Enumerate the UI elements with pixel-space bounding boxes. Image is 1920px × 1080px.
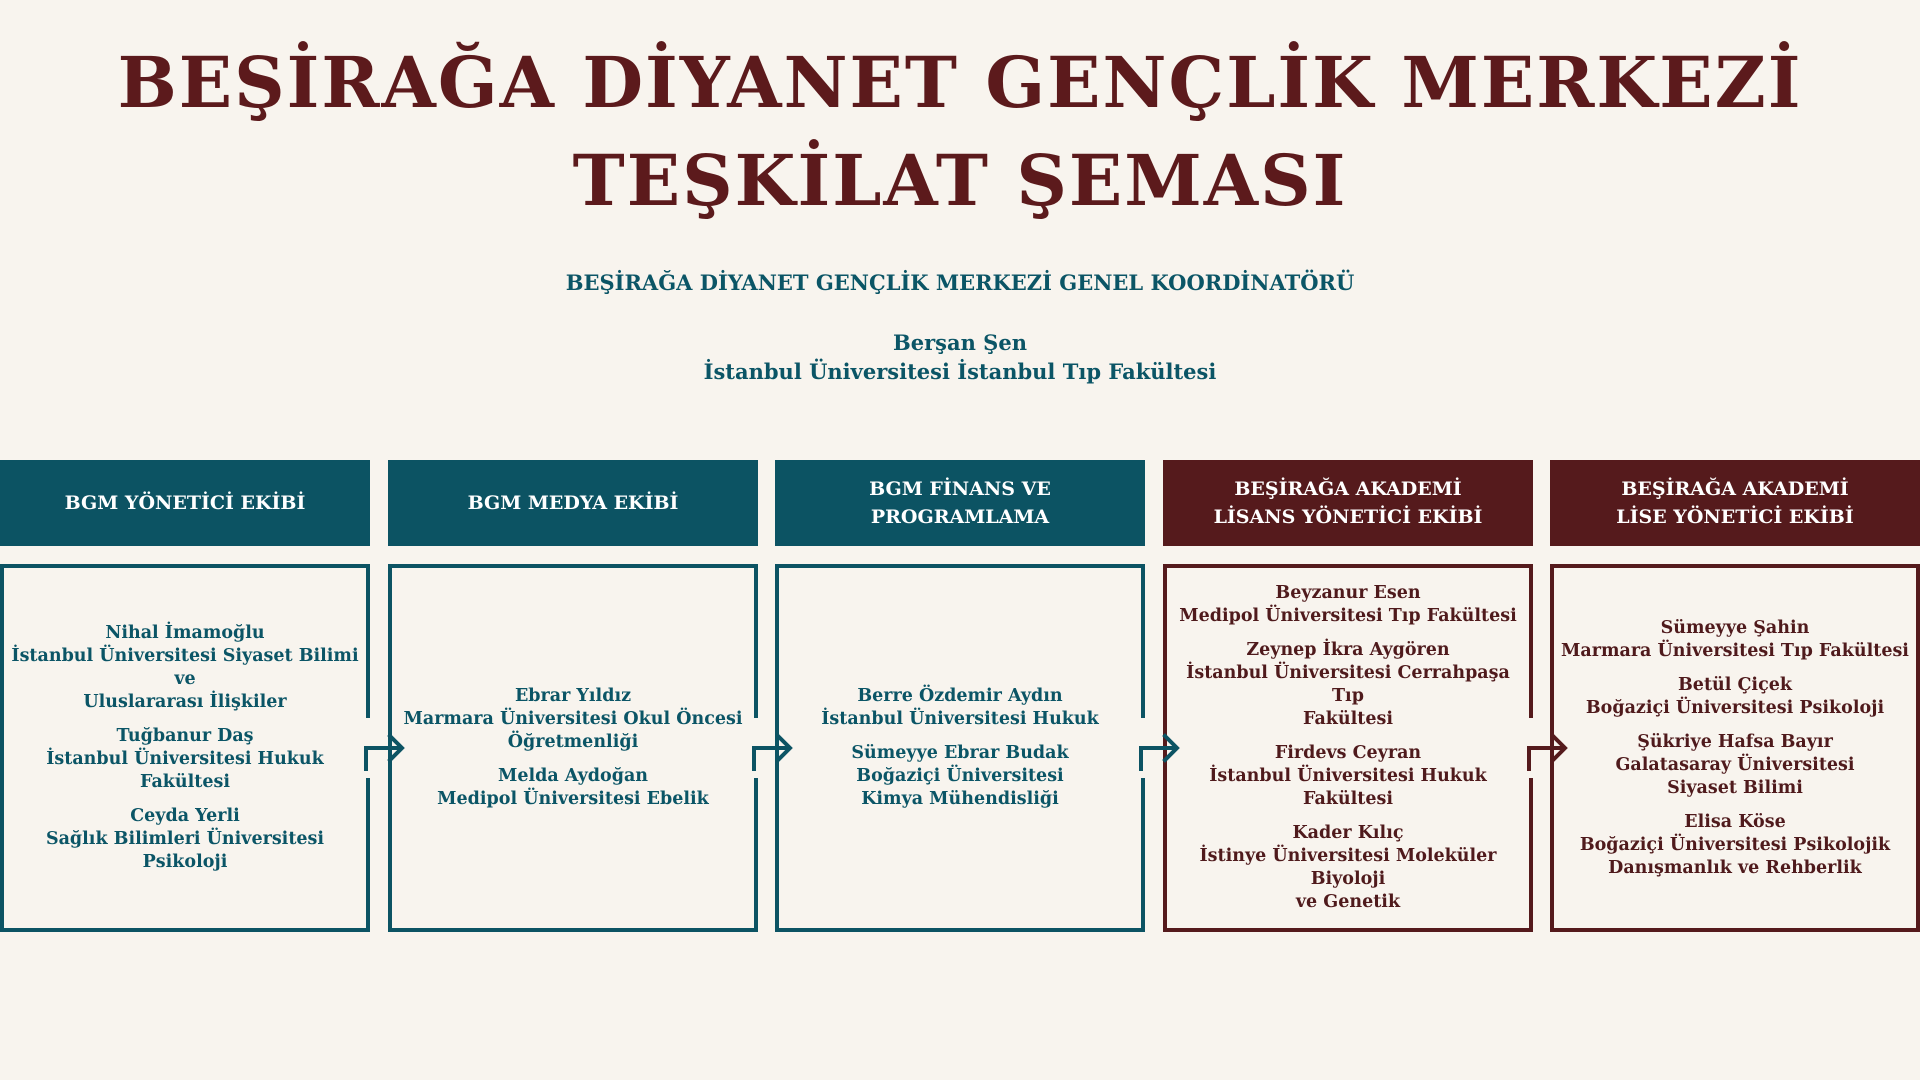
team-member [4,622,366,714]
team-header-line: LİSANS YÖNETİCİ EKİBİ [1213,506,1483,528]
arrow-path [366,736,402,769]
member-name: Melda Aydoğan [497,766,649,786]
member-affiliation: İstanbul Üniversitesi Hukuk Fakültesi [46,749,324,792]
arrow-path [1529,736,1565,769]
member-affiliation: Danışmanlık ve Rehberlik [1608,857,1862,878]
member-name: Ebrar Yıldız [514,686,632,706]
member-affiliation: İstinye Üniversitesi Moleküler Biyoloji [1199,846,1497,889]
coordinator-name: Berşan Şen [893,330,1027,355]
member-name: Sümeyye Ebrar Budak [851,743,1069,763]
team-header-line: BGM YÖNETİCİ EKİBİ [64,492,306,514]
member-affiliation: ve Genetik [1295,892,1401,912]
team-member [845,742,1074,811]
member-affiliation: İstanbul Üniversitesi Hukuk [821,709,1099,729]
member-affiliation: Medipol Üniversitesi Ebelik [437,789,709,809]
arrow-path [1141,736,1177,769]
arrow-right-icon [1139,725,1189,771]
page-title-line1: BEŞİRAĞA DİYANET GENÇLİK MERKEZİ [117,41,1803,124]
member-affiliation: Boğaziçi Üniversitesi [856,766,1064,786]
team-member [4,725,366,794]
member-affiliation: İstanbul Üniversitesi Siyaset Bilimi ve [11,646,359,689]
team-member [1167,822,1529,914]
team-header-line: BGM MEDYA EKİBİ [467,492,679,514]
team-member [1173,582,1523,628]
team-members-box [388,564,758,932]
team-member [1555,617,1915,663]
member-affiliation: Marmara Üniversitesi Okul Öncesi [403,709,743,729]
arrow-right-icon [364,725,414,771]
member-name: Betül Çiçek [1678,674,1792,695]
team-header [0,460,370,546]
member-affiliation: İstanbul Üniversitesi Hukuk Fakültesi [1209,766,1487,809]
member-name: Zeynep İkra Aygören [1246,640,1450,660]
member-affiliation: Boğaziçi Üniversitesi Psikolojik [1579,834,1891,855]
arrow-right-icon [752,725,802,771]
team-member [815,685,1105,731]
member-name: Berre Özdemir Aydın [857,686,1063,706]
team-member [1580,674,1890,720]
team-header-line: BGM FİNANS VE [869,478,1051,500]
arrow-path [754,736,790,769]
team-header-line: BEŞİRAĞA AKADEMİ [1234,478,1462,500]
member-name: Beyzanur Esen [1275,583,1421,603]
team-member [1167,742,1529,811]
member-name: Şükriye Hafsa Bayır [1637,731,1833,752]
team-header [1163,460,1533,546]
team-member [398,685,749,754]
team-header-line: PROGRAMLAMA [870,506,1050,528]
member-name: Nihal İmamoğlu [105,623,265,643]
team-header-line: LİSE YÖNETİCİ EKİBİ [1616,506,1854,528]
team-member [1609,731,1860,800]
member-affiliation: Boğaziçi Üniversitesi Psikoloji [1585,697,1885,718]
team-member [1574,811,1896,880]
team-members-box [1163,564,1533,932]
member-affiliation: Medipol Üniversitesi Tıp Fakültesi [1179,606,1517,626]
arrow-right-icon [1527,725,1577,771]
team-members-box [775,564,1145,932]
page-title [0,34,1920,230]
member-name: Kader Kılıç [1292,823,1404,843]
member-affiliation: Öğretmenliği [507,732,639,752]
page-title-line2: TEŞKİLAT ŞEMASI [572,139,1348,222]
member-name: Ceyda Yerli [130,806,240,826]
member-affiliation: Sağlık Bilimleri Üniversitesi Psikoloji [45,829,325,872]
member-name: Firdevs Ceyran [1274,743,1422,763]
member-affiliation: Galatasaray Üniversitesi [1615,754,1855,775]
coordinator-role: BEŞİRAĞA DİYANET GENÇLİK MERKEZİ GENEL KOORDİNATÖRÜ [565,270,1355,295]
member-affiliation: Siyaset Bilimi [1667,777,1803,798]
team-header-line: BEŞİRAĞA AKADEMİ [1621,478,1849,500]
member-affiliation: Uluslararası İlişkiler [83,692,287,712]
team-header [388,460,758,546]
team-members-box [1550,564,1920,932]
member-affiliation: Fakültesi [1302,709,1394,729]
team-members-box [0,564,370,932]
member-name: Elisa Köse [1684,811,1786,832]
member-name: Tuğbanur Daş [116,726,254,746]
member-affiliation: Kimya Mühendisliği [861,789,1059,809]
team-member [1167,639,1529,731]
coordinator-school: İstanbul Üniversitesi İstanbul Tıp Fakültesi [703,359,1217,384]
team-member [431,765,715,811]
member-affiliation: Marmara Üniversitesi Tıp Fakültesi [1561,640,1909,661]
member-name: Sümeyye Şahin [1660,617,1810,638]
team-header [775,460,1145,546]
team-member [4,805,366,874]
coordinator-block [0,328,1920,386]
team-header [1550,460,1920,546]
member-affiliation: İstanbul Üniversitesi Cerrahpaşa Tıp [1186,663,1510,706]
